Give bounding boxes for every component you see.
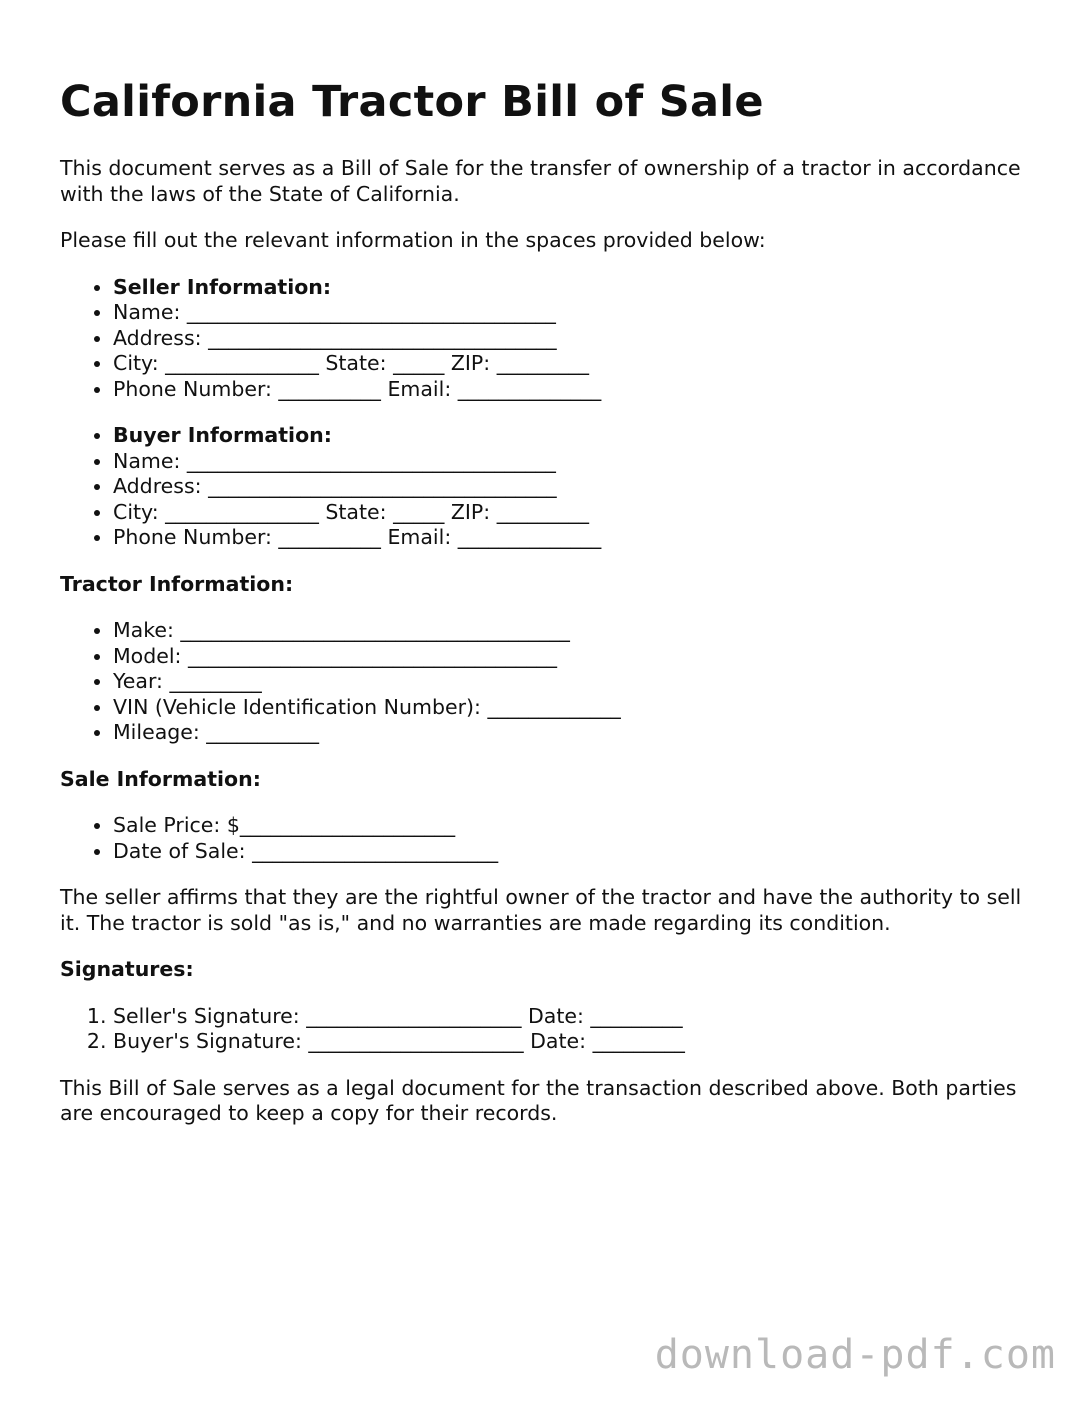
buyer-phone-email-field: • Phone Number: __________ Email: ______________ bbox=[113, 525, 1030, 551]
buyer-heading: • Buyer Information: bbox=[113, 423, 1030, 449]
tractor-heading: Tractor Information: bbox=[60, 571, 294, 596]
tractor-vin-field: • VIN (Vehicle Identification Number): _____________ bbox=[113, 695, 1030, 721]
buyer-info-list bbox=[60, 423, 1030, 551]
signatures-list bbox=[60, 1004, 1030, 1055]
signatures-heading: Signatures: bbox=[60, 957, 194, 981]
buyer-city-state-zip-field: • City: _______________ State: _____ ZIP: _________ bbox=[113, 500, 1030, 526]
tractor-make-field: • Make: ______________________________________ bbox=[113, 618, 1030, 644]
document-title: California Tractor Bill of Sale bbox=[60, 77, 764, 127]
document-page bbox=[60, 74, 1030, 1148]
tractor-year-field: • Year: _________ bbox=[113, 669, 1030, 695]
sale-heading: Sale Information: bbox=[60, 766, 261, 791]
tractor-model-field: • Model: ____________________________________ bbox=[113, 644, 1030, 670]
seller-heading: • Seller Information: bbox=[113, 275, 1030, 301]
intro-paragraph: This document serves as a Bill of Sale for the transfer of ownership of a tractor in accordance with the laws of the State of California. bbox=[60, 156, 1021, 206]
tractor-mileage-field: • Mileage: ___________ bbox=[113, 720, 1030, 746]
seller-phone-email-field: • Phone Number: __________ Email: ______________ bbox=[113, 377, 1030, 403]
buyer-signature-line: 2. Buyer's Signature: _____________________ Date: _________ bbox=[113, 1029, 1030, 1055]
sale-date-field: • Date of Sale: ________________________ bbox=[113, 839, 1030, 865]
sale-info-list bbox=[60, 813, 1030, 864]
affirmation-paragraph: The seller affirms that they are the rightful owner of the tractor and have the authority to sell it. The tractor is sold "as is," and no warranties are made regarding its condition. bbox=[60, 885, 1022, 935]
seller-name-field: • Name: ____________________________________ bbox=[113, 300, 1030, 326]
buyer-name-field: • Name: ____________________________________ bbox=[113, 449, 1030, 475]
seller-signature-line: 1. Seller's Signature: _____________________ Date: _________ bbox=[113, 1004, 1030, 1030]
seller-address-field: • Address: __________________________________ bbox=[113, 326, 1030, 352]
seller-info-list bbox=[60, 275, 1030, 403]
tractor-info-list bbox=[60, 618, 1030, 746]
instruction-paragraph: Please fill out the relevant information in the spaces provided below: bbox=[60, 228, 766, 252]
seller-city-state-zip-field: • City: _______________ State: _____ ZIP: _________ bbox=[113, 351, 1030, 377]
sale-price-field: • Sale Price: $_____________________ bbox=[113, 813, 1030, 839]
watermark-text: download-pdf.com bbox=[654, 1332, 1056, 1378]
buyer-address-field: • Address: __________________________________ bbox=[113, 474, 1030, 500]
closing-paragraph: This Bill of Sale serves as a legal document for the transaction described above. Both parties are encouraged to keep a copy for their records. bbox=[60, 1075, 1017, 1125]
